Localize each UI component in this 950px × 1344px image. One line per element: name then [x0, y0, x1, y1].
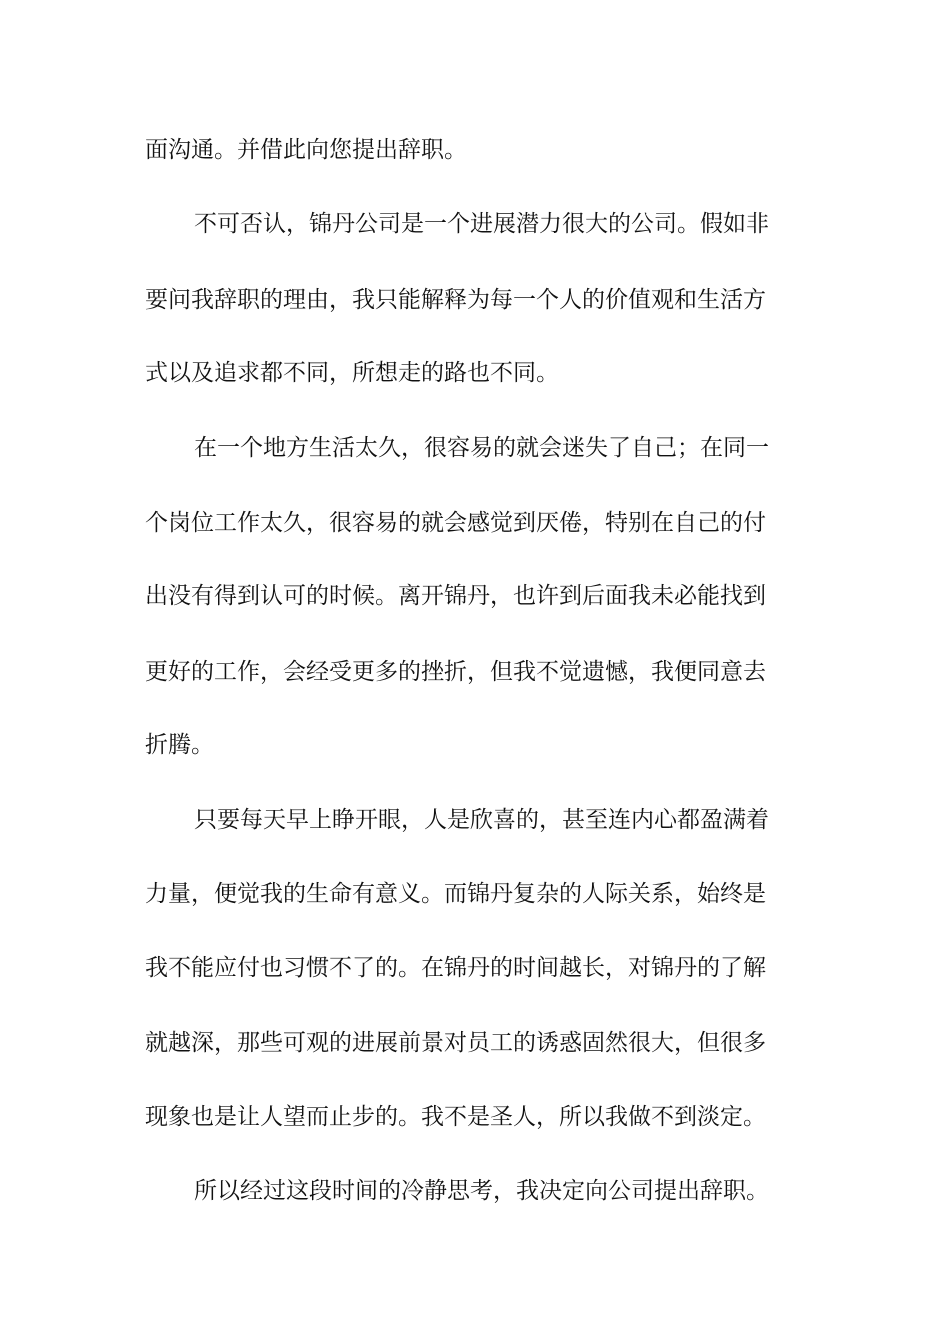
text-line: 折腾。: [145, 732, 214, 758]
text-line: 更好的工作，会经受更多的挫折，但我不觉遗憾，我便同意去: [145, 659, 766, 685]
text-line: 出没有得到认可的时候。离开锦丹，也许到后面我未必能找到: [145, 583, 766, 609]
text-line: 力量，便觉我的生命有意义。而锦丹复杂的人际关系，始终是: [145, 881, 766, 907]
text-line: 现象也是让人望而止步的。我不是圣人，所以我做不到淡定。: [145, 1104, 766, 1130]
paragraph-first-line: 只要每天早上睁开眼，人是欣喜的，甚至连内心都盈满着: [194, 807, 769, 833]
paragraph-first-line: 在一个地方生活太久，很容易的就会迷失了自己；在同一: [194, 435, 769, 461]
text-line: 个岗位工作太久，很容易的就会感觉到厌倦，特别在自己的付: [145, 510, 766, 536]
text-line: 要问我辞职的理由，我只能解释为每一个人的价值观和生活方: [145, 287, 766, 313]
paragraph-first-line: 所以经过这段时间的冷静思考，我决定向公司提出辞职。: [194, 1178, 769, 1204]
text-line: 就越深，那些可观的进展前景对员工的诱惑固然很大，但很多: [145, 1030, 766, 1056]
text-line: 我不能应付也习惯不了的。在锦丹的时间越长，对锦丹的了解: [145, 955, 766, 981]
text-line: 式以及追求都不同，所想走的路也不同。: [145, 360, 559, 386]
text-line: 面沟通。并借此向您提出辞职。: [145, 137, 467, 163]
paragraph-first-line: 不可否认，锦丹公司是一个进展潜力很大的公司。假如非: [194, 211, 769, 237]
